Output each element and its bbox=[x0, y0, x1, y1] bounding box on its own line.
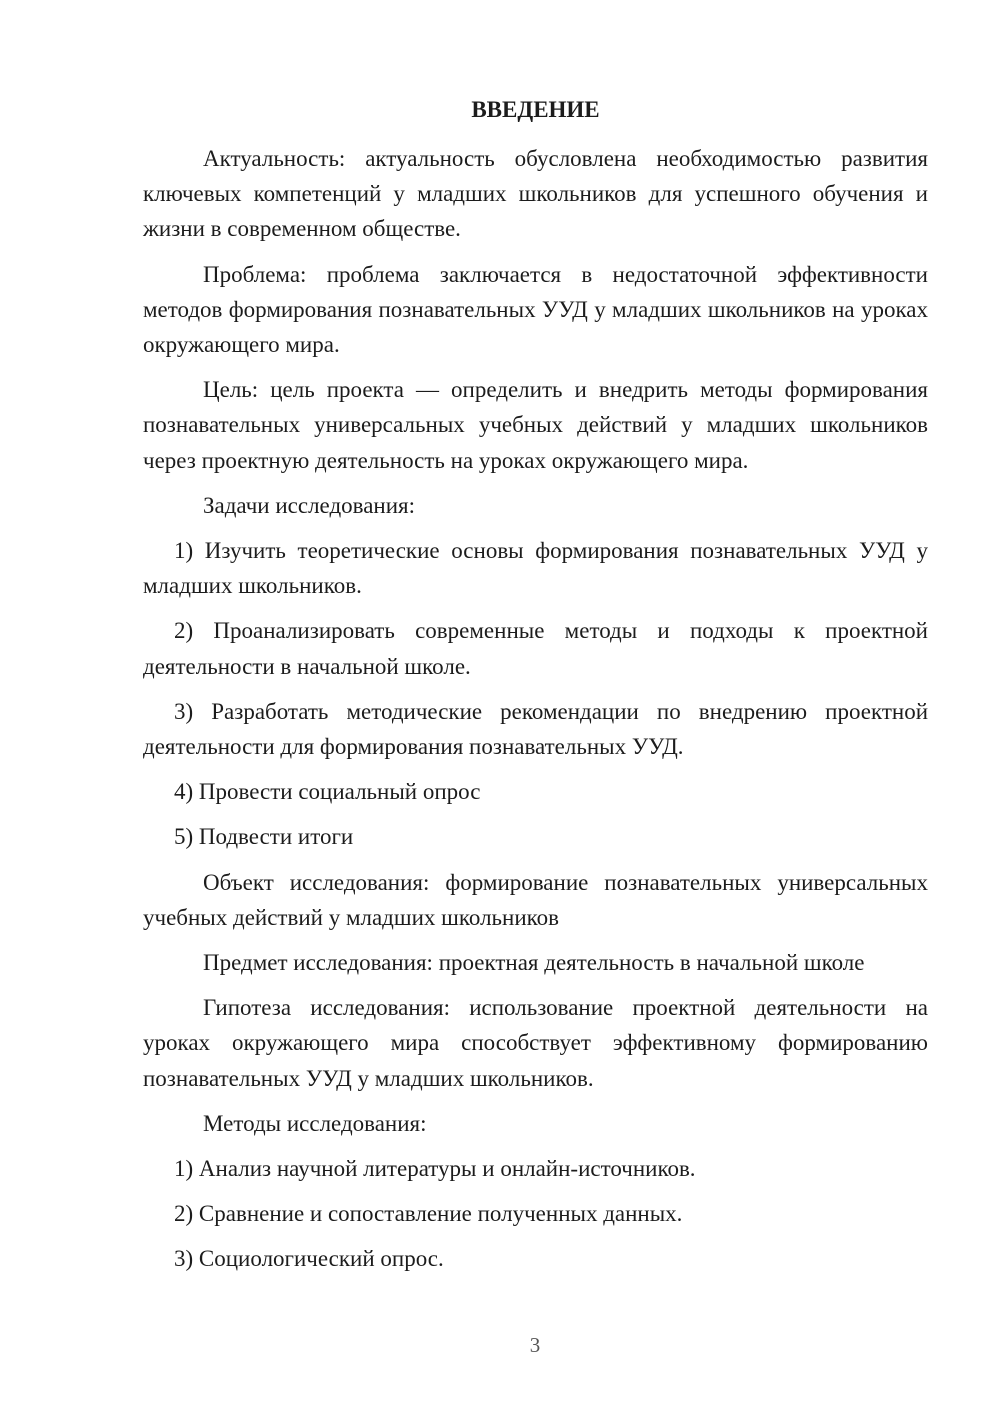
task-item: 2) Проанализировать современные методы и подходы к проектной деятельности в начальной школе. bbox=[143, 618, 928, 679]
method-item: 2) Сравнение и сопоставление полученных данных. bbox=[174, 1201, 683, 1227]
methods-heading: Методы исследования: bbox=[203, 1110, 427, 1136]
goal-paragraph: Цель: цель проекта — определить и внедрить методы формирования познавательных универсальных учебных действий у младших школьников через проектную деятельность на уроках окружающего мира. bbox=[143, 377, 928, 473]
relevance-paragraph: Актуальность: актуальность обусловлена необходимостью развития ключевых компетенций у младших школьников для успешного обучения и жизни в современном обществе. bbox=[143, 146, 928, 242]
hypothesis-paragraph: Гипотеза исследования: использование проектной деятельности на уроках окружающего мира способствует эффективному формированию познавательных УУД у младших школьников. bbox=[143, 995, 928, 1091]
task-item: 3) Разработать методические рекомендации по внедрению проектной деятельности для формирования познавательных УУД. bbox=[143, 698, 928, 760]
document-page bbox=[143, 92, 928, 1287]
problem-paragraph: Проблема: проблема заключается в недостаточной эффективности методов формирования познавательных УУД у младших школьников на уроках окружающего мира. bbox=[143, 261, 928, 358]
section-title: ВВЕДЕНИЕ bbox=[471, 97, 600, 122]
task-item: 5) Подвести итоги bbox=[174, 824, 354, 850]
method-item: 1) Анализ научной литературы и онлайн-источников. bbox=[174, 1156, 696, 1182]
page-number: 3 bbox=[529, 1333, 541, 1357]
tasks-heading: Задачи исследования: bbox=[203, 492, 416, 518]
object-paragraph: Объект исследования: формирование познавательных универсальных учебных действий у младших школьников bbox=[143, 869, 928, 930]
task-item: 1) Изучить теоретические основы формирования познавательных УУД у младших школьников. bbox=[143, 538, 928, 599]
subject-paragraph: Предмет исследования: проектная деятельность в начальной школе bbox=[203, 950, 865, 976]
method-item: 3) Социологический опрос. bbox=[174, 1246, 444, 1272]
task-item: 4) Провести социальный опрос bbox=[174, 779, 481, 805]
